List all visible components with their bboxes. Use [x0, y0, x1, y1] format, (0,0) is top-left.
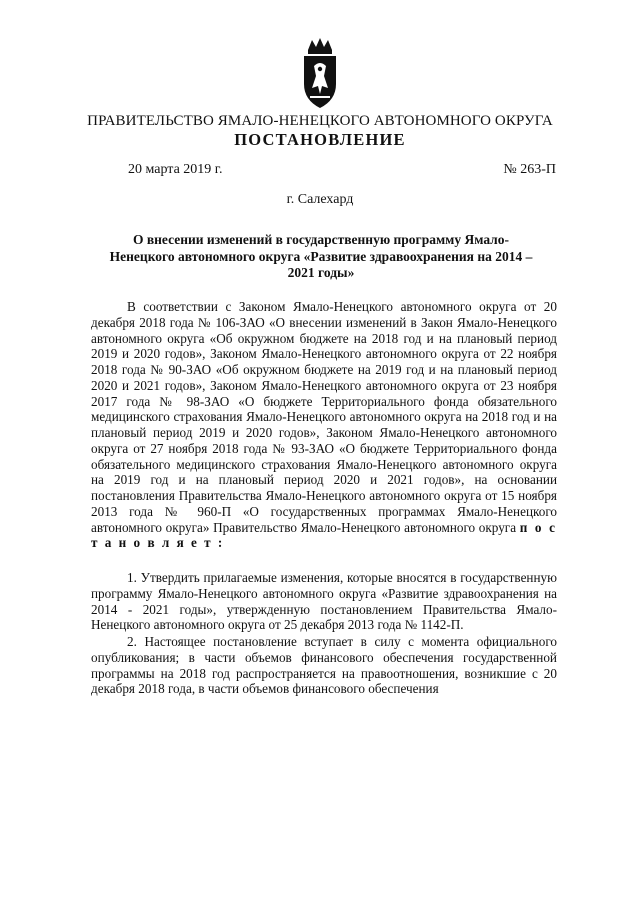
- list-item-2: 2. Настоящее постановление вступает в силу с момента официального опубликования; в части объемов финансового обеспечения государственной программы на 2018 год распространяется на правоотношения, возникшие с 20 декабря 2018 года, в части объемов финансового обеспечения: [91, 634, 557, 697]
- coat-of-arms-icon: [296, 36, 344, 112]
- document-title: О внесении изменений в государственную программу Ямало-Ненецкого автономного округа «Развитие здравоохранения на 2014 – 2021 годы»: [109, 232, 533, 280]
- preamble-text: В соответствии с Законом Ямало-Ненецкого автономного округа от 20 декабря 2018 года № 106-ЗАО «О внесении изменений в Закон Ямало-Ненецкого автономного округа «Об окружном бюджете на 2018 год и на плановый период 2019 и 2020 годов», Законом Ямало-Ненецкого автономного округа от 22 ноября 2018 года № 90-ЗАО «Об окружном бюджете на 2019 год и на плановый период 2020 и 2021 годов», Законом Ямало-Ненецкого автономного округа от 23 ноября 2017 года № 98-ЗАО «О бюджете Территориального фонда обязательного медицинского страхования Ямало-Ненецкого автономного округа на 2018 год и на плановый период 2019 и 2020 годов», Законом Ямало-Ненецкого автономного округа от 27 ноября 2018 года № 93-ЗАО «О бюджете Территориального фонда обязательного медицинского страхования Ямало-Ненецкого автономного округа на 2019 год и на плановый период 2020 и 2021 годов», на основании постановления Правительства Ямало-Ненецкого автономного округа от 15 ноября 2013 года № 960-П «О государственных программах Ямало-Ненецкого автономного округа» Правительство Ямало-Ненецкого автономного округа: [91, 299, 557, 535]
- document-city: г. Салехард: [286, 192, 354, 207]
- preamble-paragraph: [91, 299, 557, 551]
- document-type: ПОСТАНОВЛЕНИЕ: [234, 130, 406, 149]
- document-number: № 263-П: [503, 162, 556, 177]
- resolves-phrase: п о с т а н о в л я е т :: [91, 519, 558, 551]
- list-item-1: 1. Утвердить прилагаемые изменения, которые вносятся в государственную программу Ямало-Ненецкого автономного округа «Развитие здравоохранения на 2014 - 2021 годы», утвержденную постановлением Правительства Ямало-Ненецкого автономного округа от 25 декабря 2013 года № 1142-П.: [91, 570, 557, 633]
- government-name: ПРАВИТЕЛЬСТВО ЯМАЛО-НЕНЕЦКОГО АВТОНОМНОГО ОКРУГА: [87, 113, 553, 129]
- document-date: 20 марта 2019 г.: [128, 162, 223, 177]
